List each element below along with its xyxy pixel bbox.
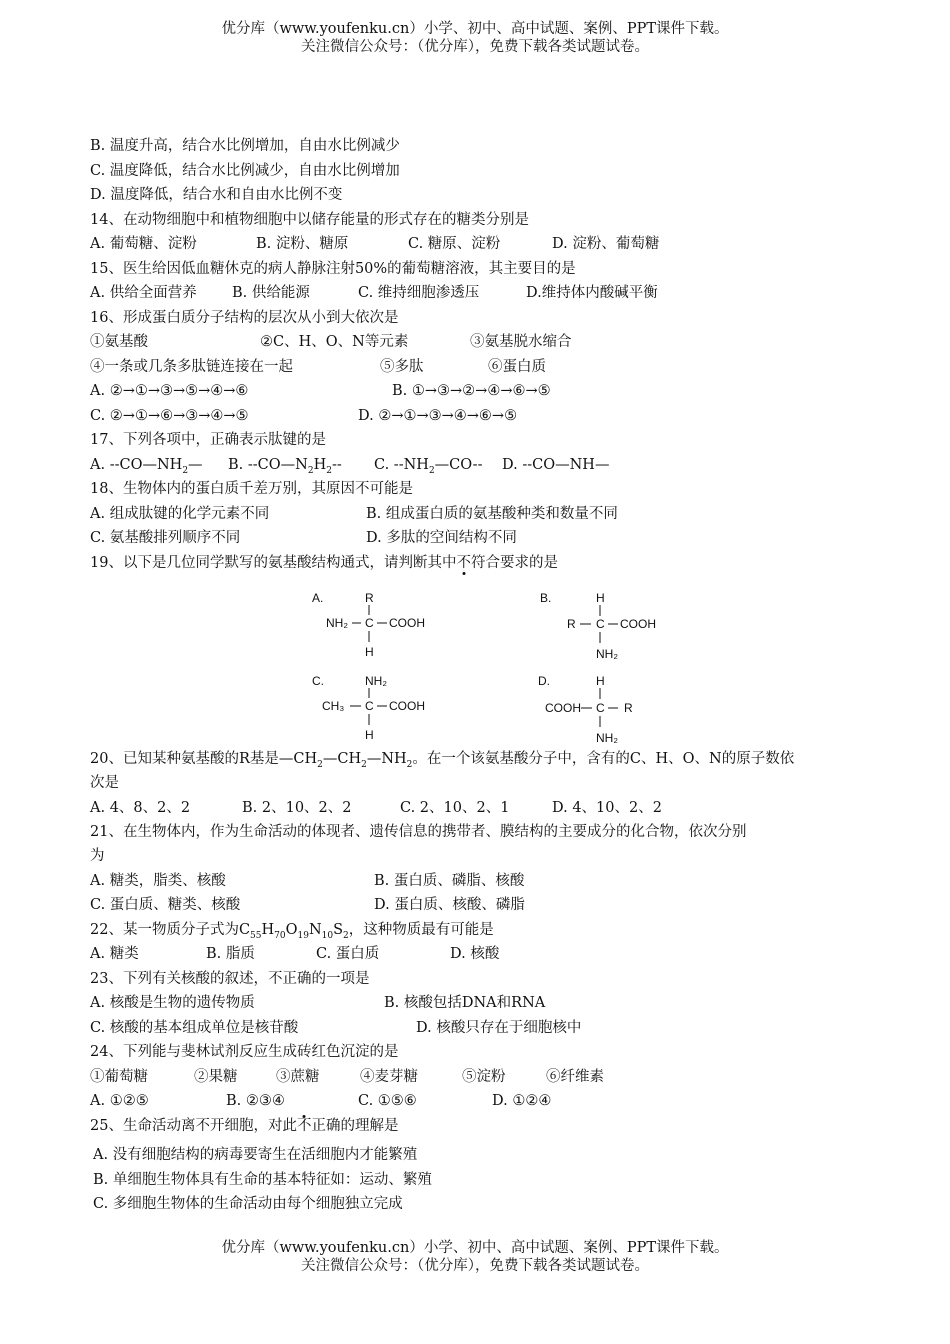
footer-line-2: 关注微信公众号：（优分库），免费下载各类试题试卷。 [301, 1258, 649, 1274]
structure-c-right: COOH [389, 699, 425, 713]
q15-option-b: B. 供给能源 [232, 285, 310, 301]
structure-d-carbon: C [596, 701, 605, 715]
q24-option-d: D. ①②④ [492, 1093, 552, 1109]
q20-stem-line1 [90, 749, 794, 775]
q22-option-a: A. 糖类 [90, 946, 139, 962]
q20-sub1: 2 [317, 759, 323, 770]
q16-option-a: A. ②→①→③→⑤→④→⑥ [90, 383, 249, 399]
q17-c-sub: 2 [428, 465, 435, 476]
structure-d-left: COOH [545, 701, 581, 715]
q17-option-c [374, 455, 482, 481]
q17-a-tail: — [188, 457, 203, 473]
structure-d-label: D. [538, 674, 550, 688]
q18-option-d: D. 多肽的空间结构不同 [366, 530, 517, 546]
q25-stem [90, 1116, 398, 1136]
q16-item-6: ⑥蛋白质 [488, 359, 546, 375]
q16-option-d: D. ②→①→③→④→⑥→⑤ [358, 408, 518, 424]
q24-item-2: ②果糖 [194, 1069, 238, 1085]
q24-item-5: ⑤淀粉 [462, 1069, 506, 1085]
q22-option-b: B. 脂质 [206, 946, 255, 962]
q15-option-c: C. 维持细胞渗透压 [358, 285, 480, 301]
q17-a-sub: 2 [182, 465, 189, 476]
structure-b-carbon: C [596, 617, 605, 631]
q21-option-d: D. 蛋白质、核酸、磷脂 [374, 897, 525, 913]
structure-a-right: COOH [389, 616, 425, 630]
q17-b-sub2: 2 [326, 465, 332, 476]
q20-option-c: C. 2、10、2、1 [400, 800, 510, 816]
q16-stem: 16、形成蛋白质分子结构的层次从小到大依次是 [90, 310, 399, 326]
q23-option-b: B. 核酸包括DNA和RNA [384, 995, 546, 1011]
q17-option-d: D. --CO—NH— [502, 457, 610, 473]
q20-mid2: —NH [366, 751, 407, 767]
q20-option-d: D. 4、10、2、2 [552, 800, 662, 816]
q17-b-sub1: 2 [307, 465, 314, 476]
q18-option-a: A. 组成肽键的化学元素不同 [90, 506, 270, 522]
q24-item-6: ⑥纤维素 [546, 1069, 604, 1085]
q24-item-3: ③蔗糖 [276, 1069, 320, 1085]
structure-d-top: H [596, 674, 605, 688]
q22-mid2: O [285, 922, 298, 938]
q25-option-a: A. 没有细胞结构的病毒要寄生在活细胞内才能繁殖 [93, 1147, 418, 1163]
structure-c-top: NH₂ [365, 674, 387, 688]
q22-mid1: H [261, 922, 275, 938]
structure-c-bottom: H [365, 728, 374, 742]
q22-mid4: S [333, 922, 344, 938]
q16-option-c: C. ②→①→⑥→③→④→⑤ [90, 408, 249, 424]
q20-sub2: 2 [361, 759, 367, 770]
q17-option-a [90, 455, 203, 481]
q17-c-text: C. --NH [374, 457, 429, 473]
q16-item-4: ④一条或几条多肽链连接在一起 [90, 359, 293, 375]
q18-option-c: C. 氨基酸排列顺序不同 [90, 530, 241, 546]
q25-option-c: C. 多细胞生物体的生命活动由每个细胞独立完成 [93, 1196, 403, 1212]
structure-c-carbon: C [365, 699, 374, 713]
q16-option-b: B. ①→③→②→④→⑥→⑤ [392, 383, 551, 399]
q25-stem-b: 正确的理解是 [311, 1118, 399, 1134]
q22-option-c: C. 蛋白质 [316, 946, 380, 962]
q14-option-d: D. 淀粉、葡萄糖 [552, 236, 660, 252]
q14-option-a: A. 葡萄糖、淀粉 [90, 236, 197, 252]
q23-option-d: D. 核酸只存在于细胞核中 [416, 1020, 582, 1036]
q19-stem-b: 符合要求的是 [470, 555, 558, 571]
q19-stem-emphasis: 不 [456, 555, 471, 571]
structure-a-top: R [365, 591, 374, 605]
q22-stem-pre: 22、某一物质分子式为C [90, 922, 251, 938]
q22-sub4: 10 [321, 930, 334, 941]
q17-option-b [228, 455, 342, 481]
q20-stem-post: 。在一个该氨基酸分子中，含有的C、H、O、N的原子数依 [412, 751, 795, 767]
q23-option-c: C. 核酸的基本组成单位是核苷酸 [90, 1020, 299, 1036]
q21-option-b: B. 蛋白质、磷脂、核酸 [374, 873, 525, 889]
q16-item-3: ③氨基脱水缩合 [470, 334, 572, 350]
q14-option-c: C. 糖原、淀粉 [408, 236, 501, 252]
structure-d-bottom: NH₂ [596, 731, 618, 745]
amino-acid-structures [300, 586, 680, 750]
q19-stem-a: 19、以下是几位同学默写的氨基酸结构通式，请判断其中 [90, 555, 457, 571]
q17-b-mid: H [313, 457, 327, 473]
page-header [0, 20, 950, 56]
structure-a-left: NH₂ [326, 616, 348, 630]
structure-c-left: CH₃ [322, 699, 345, 713]
q17-b-text: B. --CO—N [228, 457, 308, 473]
structure-d-right: R [624, 701, 633, 715]
q18-stem: 18、生物体内的蛋白质千差万别，其原因不可能是 [90, 481, 413, 497]
header-line-2: 关注微信公众号：（优分库），免费下载各类试题试卷。 [301, 39, 649, 55]
structure-b [540, 591, 656, 661]
q20-stem-pre: 20、已知某种氨基酸的R基是—CH [90, 751, 318, 767]
q23-stem: 23、下列有关核酸的叙述，不正确的一项是 [90, 971, 370, 987]
q18-option-b: B. 组成蛋白质的氨基酸种类和数量不同 [366, 506, 618, 522]
q16-item-5: ⑤多肽 [380, 359, 424, 375]
q21-option-a: A. 糖类，脂类、核酸 [90, 873, 226, 889]
structure-a [312, 591, 425, 659]
footer-line-1: 优分库（www.youfenku.cn）小学、初中、高中试题、案例、PPT课件下载。 [221, 1240, 729, 1256]
q14-option-b: B. 淀粉、糖原 [256, 236, 349, 252]
q22-sub5: 2 [343, 930, 349, 941]
q21-option-c: C. 蛋白质、糖类、核酸 [90, 897, 241, 913]
page-footer [0, 1239, 950, 1275]
structure-b-label: B. [540, 591, 552, 605]
q24-option-b: B. ②③④ [226, 1093, 285, 1109]
q20-mid1: —CH [322, 751, 362, 767]
structure-a-bottom: H [365, 645, 374, 659]
q24-item-4: ④麦芽糖 [360, 1069, 418, 1085]
structure-b-right: COOH [620, 617, 656, 631]
q15-stem: 15、医生给因低血糖休克的病人静脉注射50%的葡萄糖溶液，其主要目的是 [90, 261, 576, 277]
q13-option-b: B. 温度升高，结合水比例增加，自由水比例减少 [90, 138, 400, 154]
q20-stem-line2: 次是 [90, 775, 119, 791]
q15-option-a: A. 供给全面营养 [90, 285, 197, 301]
structure-c [312, 674, 425, 742]
q22-sub2: 70 [274, 930, 286, 941]
q17-b-tail: -- [331, 457, 342, 473]
structure-a-label: A. [312, 591, 324, 605]
q24-option-a: A. ①②⑤ [90, 1093, 149, 1109]
q22-stem-post: ，这种物质最有可能是 [348, 922, 494, 938]
structure-c-label: C. [312, 674, 324, 688]
header-line-1: 优分库（www.youfenku.cn）小学、初中、高中试题、案例、PPT课件下载。 [221, 21, 729, 37]
q22-stem [90, 920, 494, 946]
q25-stem-a: 25、生命活动离不开细胞，对此 [90, 1118, 297, 1134]
q25-stem-emphasis: 不 [296, 1118, 312, 1134]
structure-a-carbon: C [365, 616, 374, 630]
q13-option-c: C. 温度降低，结合水比例减少，自由水比例增加 [90, 163, 400, 179]
q25-option-b: B. 单细胞生物体具有生命的基本特征如：运动、繁殖 [93, 1172, 432, 1188]
q13-option-d: D. 温度降低，结合水和自由水比例不变 [90, 187, 343, 203]
structure-d [538, 674, 633, 745]
q17-c-tail: —CO-- [434, 457, 483, 473]
q22-sub1: 55 [250, 930, 262, 941]
q19-stem [90, 553, 558, 573]
q14-stem: 14、在动物细胞中和植物细胞中以储存能量的形式存在的糖类分别是 [90, 212, 529, 228]
q15-option-d: D.维持体内酸碱平衡 [526, 285, 658, 301]
q17-stem: 17、下列各项中，正确表示肽键的是 [90, 432, 326, 448]
q24-option-c: C. ①⑤⑥ [358, 1093, 417, 1109]
q22-sub3: 19 [297, 930, 309, 941]
q16-item-2: ②C、H、O、N等元素 [260, 334, 409, 350]
q22-mid3: N [308, 922, 322, 938]
q20-sub3: 2 [406, 759, 413, 770]
q24-stem: 24、下列能与斐林试剂反应生成砖红色沉淀的是 [90, 1044, 399, 1060]
q20-option-b: B. 2、10、2、2 [242, 800, 352, 816]
q22-option-d: D. 核酸 [450, 946, 500, 962]
q20-option-a: A. 4、8、2、2 [90, 800, 191, 816]
q17-a-text: A. --CO—NH [90, 457, 183, 473]
q21-stem-line2: 为 [90, 848, 105, 864]
q16-item-1: ①氨基酸 [90, 334, 148, 350]
structure-b-left: R [567, 617, 576, 631]
q24-item-1: ①葡萄糖 [90, 1069, 148, 1085]
q23-option-a: A. 核酸是生物的遗传物质 [90, 995, 255, 1011]
q21-stem-line1: 21、在生物体内，作为生命活动的体现者、遗传信息的携带者、膜结构的主要成分的化合物，依次分别 [90, 824, 747, 840]
structure-b-bottom: NH₂ [596, 647, 618, 661]
structure-b-top: H [596, 591, 605, 605]
